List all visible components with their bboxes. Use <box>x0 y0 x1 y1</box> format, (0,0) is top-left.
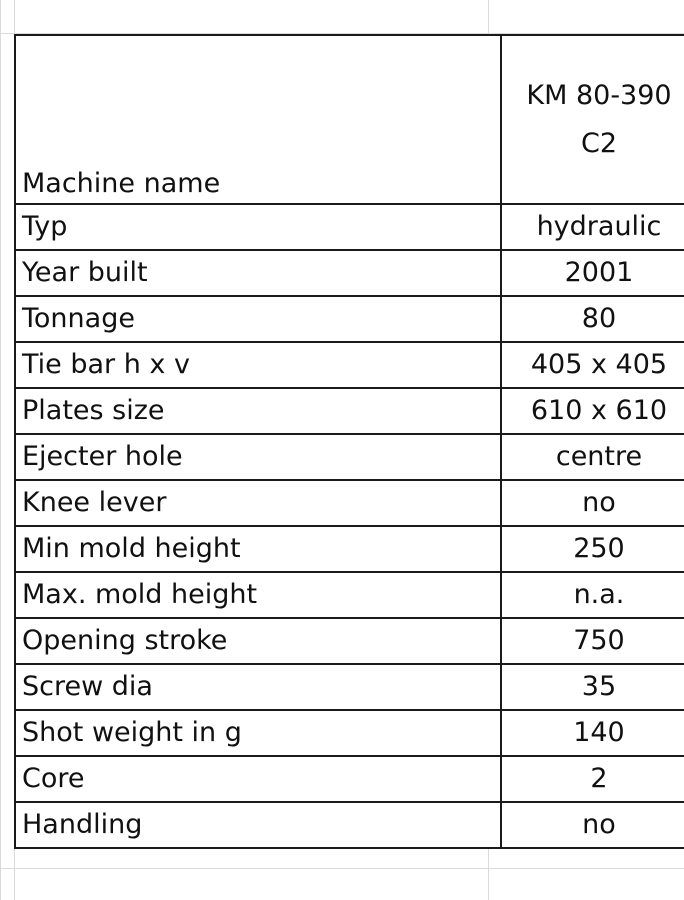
header-value-cell[interactable] <box>501 35 684 204</box>
table-row <box>15 618 684 664</box>
gridline <box>0 868 684 869</box>
row-label-cell[interactable]: Shot weight in g <box>15 710 501 756</box>
row-value-cell[interactable]: no <box>501 480 684 526</box>
machine-name-line1: KM 80-390 <box>526 79 672 111</box>
row-value-cell[interactable]: 2001 <box>501 250 684 296</box>
row-label-cell[interactable]: Screw dia <box>15 664 501 710</box>
table-row <box>15 480 684 526</box>
row-value-cell[interactable]: 250 <box>501 526 684 572</box>
table-row <box>15 204 684 250</box>
table-row <box>15 342 684 388</box>
header-label-cell[interactable]: Machine name <box>15 35 501 204</box>
table-row <box>15 572 684 618</box>
table-row <box>15 756 684 802</box>
table-row <box>15 710 684 756</box>
row-value-cell[interactable]: 140 <box>501 710 684 756</box>
row-label-cell[interactable]: Max. mold height <box>15 572 501 618</box>
row-value-cell[interactable]: hydraulic <box>501 204 684 250</box>
table-row <box>15 526 684 572</box>
row-value-cell[interactable]: 610 x 610 <box>501 388 684 434</box>
row-label-cell[interactable]: Ejecter hole <box>15 434 501 480</box>
table-row <box>15 388 684 434</box>
machine-spec-table <box>14 34 684 849</box>
row-value-cell[interactable]: centre <box>501 434 684 480</box>
row-value-cell[interactable]: 80 <box>501 296 684 342</box>
table-header-row <box>15 35 684 204</box>
table-row <box>15 664 684 710</box>
row-label-cell[interactable]: Min mold height <box>15 526 501 572</box>
row-value-cell[interactable]: no <box>501 802 684 848</box>
row-label-cell[interactable]: Tie bar h x v <box>15 342 501 388</box>
row-value-cell[interactable]: 750 <box>501 618 684 664</box>
row-label-cell[interactable]: Handling <box>15 802 501 848</box>
table-row <box>15 434 684 480</box>
machine-name-line2: C2 <box>580 127 617 159</box>
table-row <box>15 296 684 342</box>
row-value-cell[interactable]: 405 x 405 <box>501 342 684 388</box>
row-label-cell[interactable]: Knee lever <box>15 480 501 526</box>
row-value-cell[interactable]: 2 <box>501 756 684 802</box>
row-label-cell[interactable]: Core <box>15 756 501 802</box>
row-label-cell[interactable]: Opening stroke <box>15 618 501 664</box>
row-label-cell[interactable]: Year built <box>15 250 501 296</box>
row-value-cell[interactable]: 35 <box>501 664 684 710</box>
row-label-cell[interactable]: Typ <box>15 204 501 250</box>
row-value-cell[interactable]: n.a. <box>501 572 684 618</box>
table-row <box>15 250 684 296</box>
row-label-cell[interactable]: Tonnage <box>15 296 501 342</box>
table-row <box>15 802 684 848</box>
row-label-cell[interactable]: Plates size <box>15 388 501 434</box>
